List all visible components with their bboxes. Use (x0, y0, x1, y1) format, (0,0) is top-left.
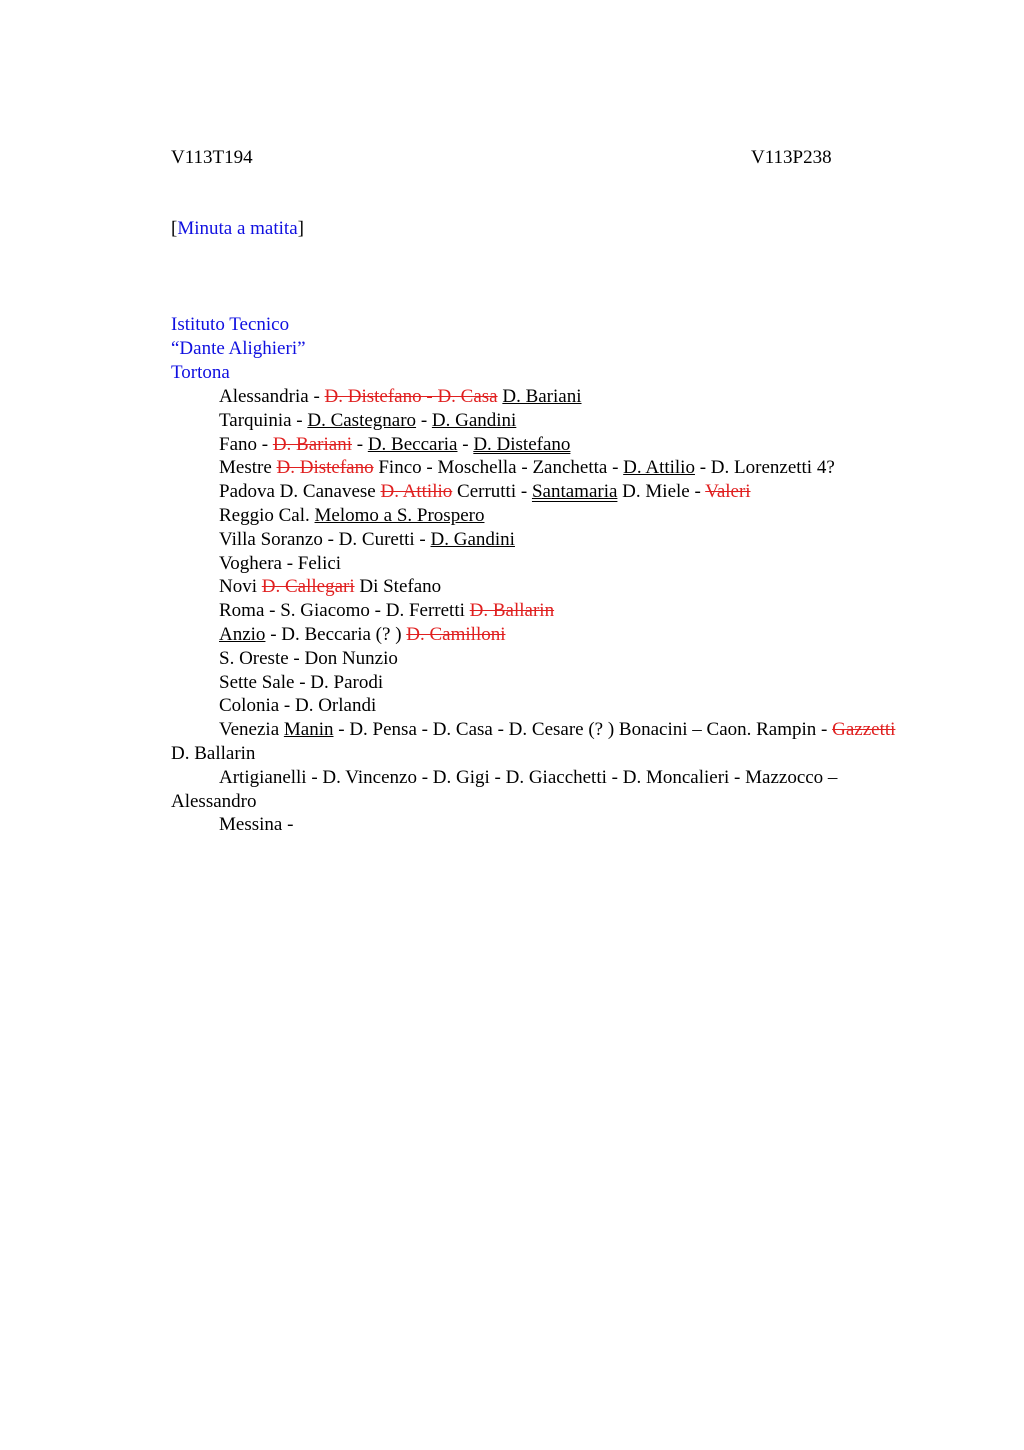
underlined-text: Manin (283, 719, 334, 741)
list-item (171, 813, 901, 837)
text: S. Oreste - Don Nunzio (219, 647, 398, 669)
text: - D. Beccaria (? ) (265, 623, 407, 645)
underlined-text: D. Castegnaro (307, 409, 417, 431)
text: Di Stefano (354, 576, 442, 598)
text: D. Ballarin (171, 742, 256, 764)
text: Roma - S. Giacomo - D. Ferretti (219, 600, 470, 622)
list-item (171, 766, 901, 814)
text: - D. Pensa - D. Casa - D. Cesare (? ) Bonacini – Caon. Rampin - (333, 719, 833, 741)
text: Cerrutti - (452, 481, 532, 503)
text: - (457, 433, 474, 455)
struck-out-text: D. Camilloni (406, 623, 506, 645)
draft-note (171, 218, 304, 240)
document-code-right: V113P238 (751, 147, 832, 168)
text: Mestre (219, 457, 277, 479)
list-item (171, 718, 901, 766)
text: Novi (219, 576, 262, 598)
text: Alessandria - (219, 386, 325, 407)
text: Sette Sale - D. Parodi (219, 671, 384, 693)
list-item (171, 480, 901, 504)
list-item (171, 623, 901, 647)
struck-out-text: D. Ballarin (469, 600, 555, 622)
text: Artigianelli - D. Vincenzo - D. Gigi - D. Giacchetti - D. Moncalieri - Mazzocco – Alessandro (171, 766, 838, 812)
text: Reggio Cal. (219, 504, 315, 526)
struck-out-text: D. Bariani (272, 433, 352, 455)
underlined-text: D. Gandini (430, 528, 515, 550)
assignment-list (171, 385, 901, 837)
text: Padova D. Canavese (219, 481, 381, 503)
list-item (171, 528, 901, 552)
underlined-text: D. Beccaria (367, 433, 458, 455)
double-underlined-text: Santamaria (531, 481, 618, 503)
text: - (351, 433, 368, 455)
list-item (171, 385, 901, 409)
text: Voghera - Felici (219, 552, 342, 574)
list-item (171, 504, 901, 528)
text: Finco - Moschella - Zanchetta - (373, 457, 624, 479)
double-underlined-text: D. Distefano (473, 433, 571, 455)
list-item (171, 433, 901, 457)
underlined-text: Anzio (219, 623, 266, 645)
institution-line-2: “Dante Alighieri” (171, 338, 306, 359)
struck-out-text: D. Distefano - D. Casa (324, 386, 498, 407)
note-bracket-open: [ (171, 218, 178, 239)
text: - D. Lorenzetti 4? (694, 457, 835, 479)
list-item (171, 456, 901, 480)
struck-out-text: Valeri (705, 481, 751, 503)
institution-line-3: Tortona (171, 362, 230, 383)
list-item (171, 647, 901, 671)
text: Venezia (219, 719, 284, 741)
underlined-text: D. Gandini (431, 409, 517, 431)
text: D. Miele - (617, 481, 706, 503)
struck-out-text: Gazzetti (832, 719, 896, 741)
list-item (171, 575, 901, 599)
note-bracket-close: ] (297, 218, 304, 239)
list-item (171, 671, 901, 695)
note-text: Minuta a matita (177, 218, 298, 239)
text: - (416, 409, 432, 431)
underlined-text: D. Attilio (623, 457, 695, 479)
list-item (171, 409, 901, 433)
struck-out-text: D. Distefano (276, 457, 374, 479)
institution-line-1: Istituto Tecnico (171, 314, 290, 335)
text: Messina - (219, 814, 294, 836)
text: Colonia - D. Orlandi (219, 695, 377, 717)
underlined-text: D. Bariani (502, 386, 582, 407)
struck-out-text: D. Attilio (380, 481, 453, 503)
list-item (171, 694, 901, 718)
text: Villa Soranzo - D. Curetti - (219, 528, 431, 550)
list-item (171, 552, 901, 576)
list-item (171, 599, 901, 623)
text: Tarquinia - (219, 409, 308, 431)
text: Fano - (219, 433, 273, 455)
underlined-text: Melomo a S. Prospero (314, 504, 485, 526)
institution-header (171, 313, 306, 385)
struck-out-text: D. Callegari (261, 576, 355, 598)
document-code-left: V113T194 (171, 147, 253, 168)
